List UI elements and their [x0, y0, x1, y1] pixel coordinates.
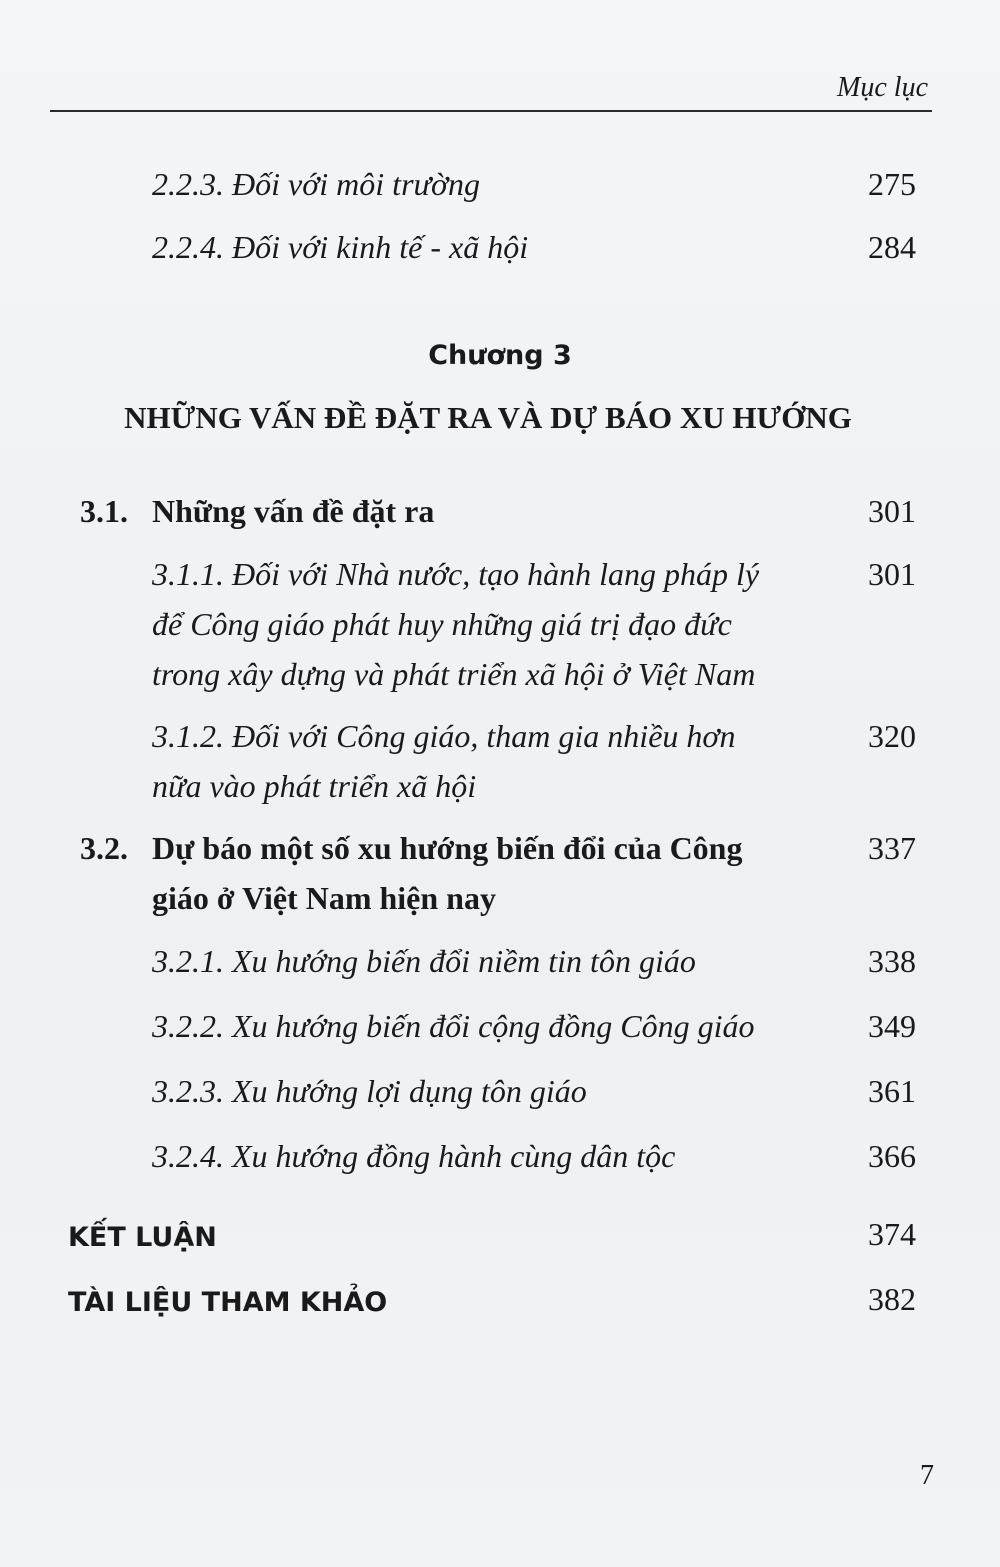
toc-entry-3-1-2-page: 320 [868, 718, 916, 754]
toc-entry-3-2-4-page: 366 [868, 1138, 916, 1174]
toc-section-3-2-line1: Dự báo một số xu hướng biến đổi của Công [152, 830, 743, 866]
toc-entry-2-2-4-label: 2.2.4. Đối với kinh tế - xã hội [152, 229, 529, 265]
toc-entry-3-1-1-page: 301 [868, 556, 916, 592]
toc-entry-3-2-2-page: 349 [868, 1008, 916, 1044]
toc-entry-3-2-3-page: 361 [868, 1073, 916, 1109]
chapter-number: Chương 3 [428, 340, 572, 371]
toc-references-page: 382 [868, 1281, 916, 1317]
chapter-title: NHỮNG VẤN ĐỀ ĐẶT RA VÀ DỰ BÁO XU HƯỚNG [124, 400, 852, 435]
toc-entry-3-1-2-line2: nữa vào phát triển xã hội [152, 768, 477, 804]
toc-entry-3-2-1-page: 338 [868, 943, 916, 979]
toc-entry-3-1-1-line2: để Công giáo phát huy những giá trị đạo đức [152, 606, 732, 642]
toc-entry-3-1-1-line3: trong xây dựng và phát triển xã hội ở Việt Nam [152, 656, 756, 692]
toc-entry-2-2-4-page: 284 [868, 229, 916, 265]
toc-entry-3-2-1-label: 3.2.1. Xu hướng biến đổi niềm tin tôn giáo [152, 943, 696, 979]
toc-entry-2-2-3-page: 275 [868, 166, 916, 202]
running-title: Mục lục [837, 72, 928, 103]
toc-entry-3-2-2-label: 3.2.2. Xu hướng biến đổi cộng đồng Công giáo [152, 1008, 755, 1044]
toc-entry-3-2-3-label: 3.2.3. Xu hướng lợi dụng tôn giáo [152, 1073, 587, 1109]
toc-entry-3-1-2-line1: 3.1.2. Đối với Công giáo, tham gia nhiều hơn [152, 718, 736, 754]
toc-conclusion-label: KẾT LUẬN [68, 1222, 217, 1253]
page-number: 7 [920, 1460, 934, 1491]
toc-entry-3-1-1-line1: 3.1.1. Đối với Nhà nước, tạo hành lang pháp lý [152, 556, 760, 592]
toc-section-3-1-page: 301 [868, 493, 916, 529]
header-rule [50, 110, 932, 112]
toc-references-label: TÀI LIỆU THAM KHẢO [68, 1287, 388, 1318]
toc-section-3-2-line2: giáo ở Việt Nam hiện nay [152, 880, 496, 916]
toc-section-3-1-label: Những vấn đề đặt ra [152, 493, 435, 529]
toc-section-3-2-page: 337 [868, 830, 916, 866]
toc-entry-3-2-4-label: 3.2.4. Xu hướng đồng hành cùng dân tộc [152, 1138, 676, 1174]
toc-section-3-2-number: 3.2. [80, 830, 128, 866]
toc-entry-2-2-3-label: 2.2.3. Đối với môi trường [152, 166, 481, 202]
toc-conclusion-page: 374 [868, 1216, 916, 1252]
toc-section-3-1-number: 3.1. [80, 493, 128, 529]
